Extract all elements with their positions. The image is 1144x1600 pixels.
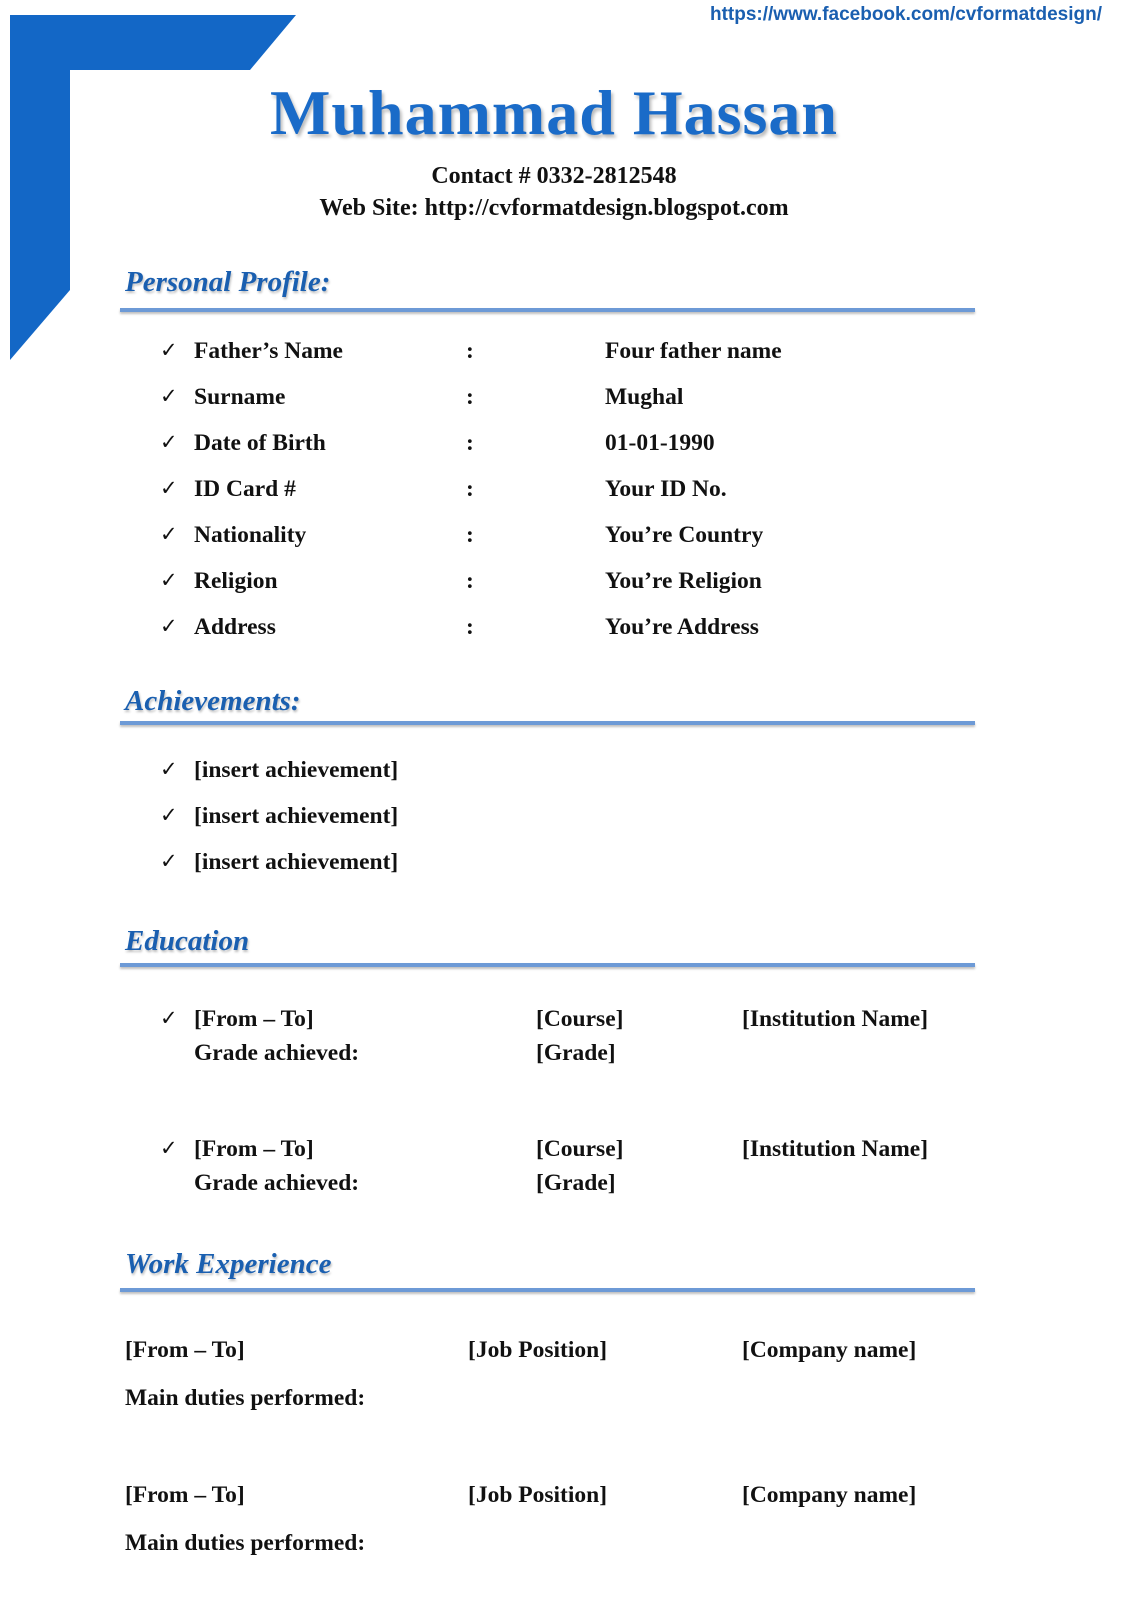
checkmark-icon: ✓ (160, 338, 178, 362)
profile-separator: : (466, 522, 474, 548)
contact-website: Web Site: http://cvformatdesign.blogspot.com (319, 195, 789, 221)
section-rule (120, 721, 975, 725)
section-title-achievements: Achievements: (125, 685, 301, 717)
candidate-name: Muhammad Hassan (270, 77, 838, 148)
education-grade-label: Grade achieved: (194, 1170, 360, 1196)
checkmark-icon: ✓ (160, 568, 178, 592)
contact-phone: Contact # 0332-2812548 (431, 163, 677, 189)
education-grade: [Grade] (536, 1040, 616, 1066)
achievement-item (160, 803, 760, 843)
contact-block (0, 160, 1108, 224)
profile-label: Religion (194, 568, 278, 594)
checkmark-icon: ✓ (160, 522, 178, 546)
profile-row (160, 476, 980, 516)
profile-value: Mughal (605, 384, 684, 410)
profile-row (160, 568, 980, 608)
profile-label: Father’s Name (194, 338, 343, 364)
facebook-link[interactable]: https://www.facebook.com/cvformatdesign/ (709, 4, 1102, 25)
achievement-item (160, 849, 760, 889)
profile-separator: : (466, 384, 474, 410)
checkmark-icon: ✓ (160, 757, 178, 781)
work-period: [From – To] (125, 1482, 245, 1508)
profile-row (160, 338, 980, 378)
education-course: [Course] (536, 1136, 624, 1162)
work-duties-label: Main duties performed: (125, 1530, 366, 1556)
checkmark-icon: ✓ (160, 849, 178, 873)
work-entry (125, 1482, 985, 1572)
checkmark-icon: ✓ (160, 614, 178, 638)
profile-label: ID Card # (194, 476, 296, 502)
profile-separator: : (466, 338, 474, 364)
work-position: [Job Position] (468, 1482, 608, 1508)
profile-label: Nationality (194, 522, 307, 548)
profile-label: Address (194, 614, 276, 640)
profile-value: You’re Country (605, 522, 764, 548)
profile-row (160, 384, 980, 424)
education-entry (160, 1136, 980, 1216)
section-title-work: Work Experience (125, 1248, 332, 1280)
achievement-text: [insert achievement] (194, 803, 399, 829)
section-rule (120, 1288, 975, 1292)
profile-separator: : (466, 614, 474, 640)
profile-row (160, 430, 980, 470)
profile-value: You’re Address (605, 614, 759, 640)
work-company: [Company name] (742, 1482, 917, 1508)
checkmark-icon: ✓ (160, 803, 178, 827)
checkmark-icon: ✓ (160, 1006, 178, 1030)
education-institution: [Institution Name] (742, 1006, 929, 1032)
section-rule (120, 963, 975, 967)
achievement-text: [insert achievement] (194, 849, 399, 875)
section-title-education: Education (125, 925, 250, 957)
work-entry (125, 1337, 985, 1427)
checkmark-icon: ✓ (160, 1136, 178, 1160)
profile-value: Four father name (605, 338, 782, 364)
education-course: [Course] (536, 1006, 624, 1032)
work-position: [Job Position] (468, 1337, 608, 1363)
profile-separator: : (466, 476, 474, 502)
education-institution: [Institution Name] (742, 1136, 929, 1162)
achievement-item (160, 757, 760, 797)
checkmark-icon: ✓ (160, 476, 178, 500)
education-period: [From – To] (194, 1006, 314, 1032)
education-grade: [Grade] (536, 1170, 616, 1196)
section-title-profile: Personal Profile: (125, 266, 331, 298)
achievement-text: [insert achievement] (194, 757, 399, 783)
profile-row (160, 522, 980, 562)
checkmark-icon: ✓ (160, 430, 178, 454)
checkmark-icon: ✓ (160, 384, 178, 408)
profile-label: Date of Birth (194, 430, 326, 456)
profile-value: 01-01-1990 (605, 430, 715, 456)
profile-separator: : (466, 430, 474, 456)
education-period: [From – To] (194, 1136, 314, 1162)
work-company: [Company name] (742, 1337, 917, 1363)
profile-value: Your ID No. (605, 476, 727, 502)
profile-separator: : (466, 568, 474, 594)
work-duties-label: Main duties performed: (125, 1385, 366, 1411)
education-grade-label: Grade achieved: (194, 1040, 360, 1066)
profile-label: Surname (194, 384, 286, 410)
profile-row (160, 614, 980, 654)
profile-value: You’re Religion (605, 568, 762, 594)
section-rule (120, 308, 975, 312)
education-entry (160, 1006, 980, 1086)
work-period: [From – To] (125, 1337, 245, 1363)
